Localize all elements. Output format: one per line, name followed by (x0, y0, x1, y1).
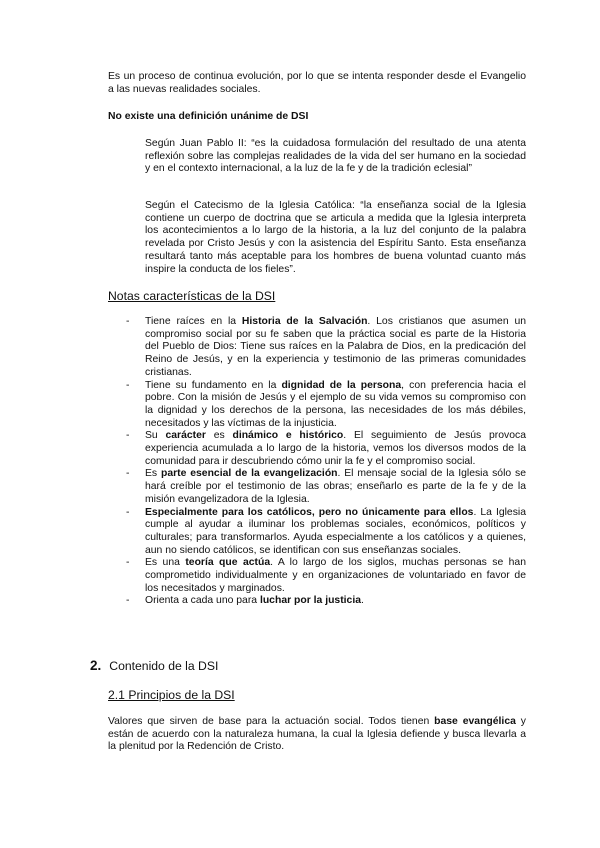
item-text: . El seguimiento de Jesús provoca experiencia acumulada a lo largo de la historia, vemos los diversos modos de la comunidad para ir descubriendo cómo unir la fe y el compromiso social. (145, 430, 526, 467)
section-number: 2. (90, 658, 102, 673)
item-emphasis: carácter (165, 430, 206, 442)
item-text: Tiene su fundamento en la (145, 379, 282, 391)
definition-heading: No existe una definición unánime de DSI (108, 111, 309, 122)
bullet-dash: - (126, 316, 130, 327)
subsection-heading: 2.1 Principios de la DSI (108, 688, 235, 702)
bullet-dash: - (126, 430, 130, 442)
list-item (126, 430, 526, 468)
item-text: . A lo largo de los siglos, muchas personas se han comprometido individualmente y en organizaciones de voluntariado en favor de los necesitados y marginados. (145, 557, 526, 594)
paragraph-emphasis: base evangélica (434, 716, 516, 727)
bullet-dash: - (126, 595, 130, 607)
list-item (126, 595, 526, 608)
section-title: Contenido de la DSI (109, 659, 219, 673)
section-2-heading (90, 660, 218, 673)
notes-list (126, 316, 527, 608)
item-emphasis: Historia de la Salvación (241, 316, 368, 327)
item-text: , con preferencia hacia el pobre. Con la misión de Jesús y el ejemplo de su vida vemos su compromiso con la dignidad y los derechos de la persona, las necesidades de los más débiles, necesitados y las víctimas de la injusticia. (145, 379, 526, 429)
item-text: es (205, 430, 233, 442)
item-text: Es una (145, 557, 186, 569)
bullet-dash: - (126, 468, 130, 480)
item-emphasis: teoría que actúa (185, 557, 271, 569)
list-item (126, 316, 527, 380)
item-text: . Los cristianos que asumen un compromiso social por su fe saben que la práctica social es parte de la Historia del Pueblo de Dios: Tiene sus raíces en la Palabra de Dios, en la predicación del Reino de Jesús, y en la experiencia y testimonio de las primeras comunidades cristianas. (145, 316, 527, 378)
item-text: . (361, 595, 364, 607)
bullet-dash: - (126, 379, 130, 391)
item-text: Orienta a cada uno para (145, 595, 260, 607)
list-item (126, 506, 526, 558)
bullet-dash: - (126, 506, 130, 518)
bullet-dash: - (126, 557, 130, 569)
item-emphasis: Especialmente para los católicos, pero no únicamente para ellos (145, 506, 474, 518)
item-text: Tiene raíces en la (145, 316, 242, 327)
quote-juan-pablo: Según Juan Pablo II: “es la cuidadosa formulación del resultado de una atenta reflexión sobre las complejas realidades de la vida del ser humano en la sociedad y en el contexto internacional, a la luz de la fe y de la tradición eclesial” (145, 138, 526, 175)
item-emphasis: luchar por la justicia (259, 595, 362, 607)
notes-heading: Notas características de la DSI (108, 289, 276, 303)
item-text: . El mensaje social de la Iglesia sólo se hará creíble por el testimonio de las obras; enseñarlo es parte de la fe y de la misión evangelizadora de la Iglesia. (145, 468, 526, 505)
paragraph-text: Valores que sirven de base para la actuación social. Todos tienen (108, 716, 435, 727)
list-item (126, 557, 526, 595)
item-emphasis: dignidad de la persona (281, 379, 402, 391)
item-emphasis: parte esencial de la evangelización (160, 468, 338, 480)
paragraph-text: y están de acuerdo con la naturaleza humana, la cual la Iglesia defiende y busca llevarla a la plenitud por la Redención de Cristo. (108, 716, 526, 753)
item-text: Su (145, 430, 166, 442)
list-item (126, 379, 526, 431)
item-text: Es (145, 468, 161, 480)
item-text: . La Iglesia cumple al ayudar a iluminar los problemas sociales, económicos, políticos y culturales; para transformarlos. Ayuda especialmente a los católicos y a quienes, aun no siendo católicos, se identifican con sus enseñanzas sociales. (145, 506, 526, 556)
quote-catecismo: Según el Catecismo de la Iglesia Católica: “la enseñanza social de la Iglesia contiene un cuerpo de doctrina que se articula a medida que la Iglesia interpreta los acontecimientos a lo largo de la historia, a la luz del conjunto de la palabra revelada por Cristo Jesús y con la asistencia del Espíritu Santo. Esta enseñanza resultará tanto más aceptable para los hombres de buena voluntad cuanto más inspire la conducta de los fieles”. (145, 200, 526, 275)
principles-paragraph (108, 716, 526, 754)
list-item (126, 468, 526, 506)
item-emphasis: dinámico e histórico (232, 430, 344, 442)
intro-paragraph: Es un proceso de continua evolución, por lo que se intenta responder desde el Evangelio a las nuevas realidades sociales. (108, 71, 526, 95)
